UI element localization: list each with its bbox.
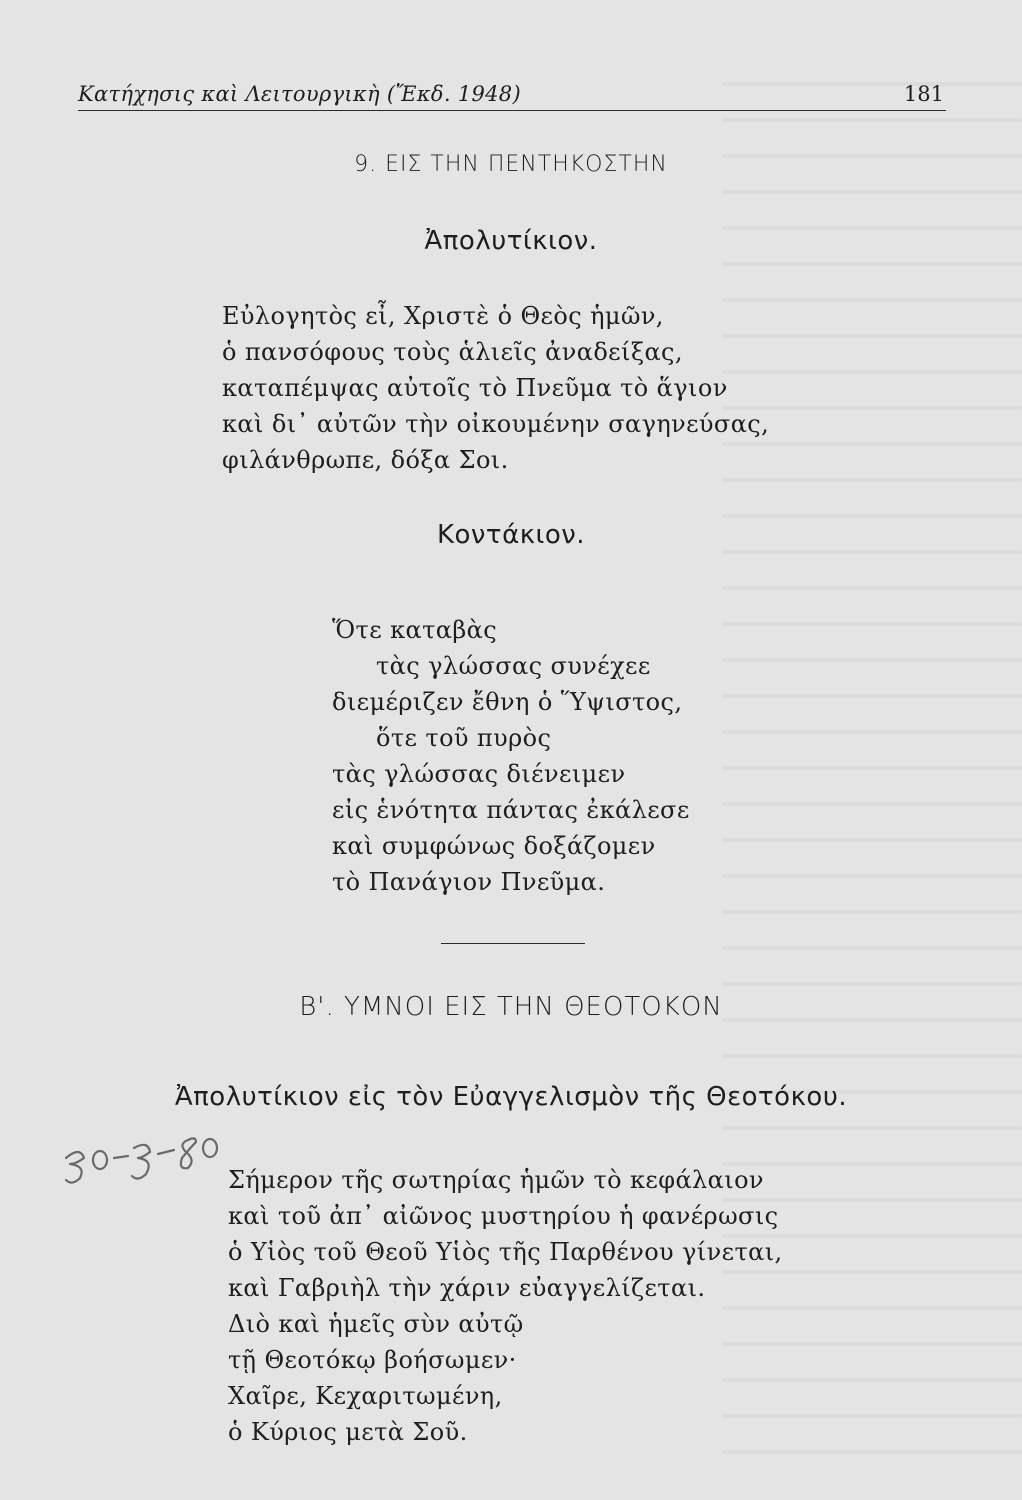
verse-line: εἰς ἑνότητα πάντας ἐκάλεσε	[332, 796, 690, 824]
annunciation-verse	[228, 1162, 783, 1450]
verse-line: Χαῖρε, Κεχαριτωμένη,	[228, 1382, 503, 1410]
section-divider	[441, 943, 585, 944]
section-b-title: Β'. ΥΜΝΟΙ ΕΙΣ ΤΗΝ ΘΕΟΤΟΚΟΝ	[299, 992, 723, 1022]
page-number: 181	[903, 82, 944, 106]
handwritten-note-30-3-80	[62, 1130, 242, 1190]
verse-line: καὶ συμφώνως δοξάζομεν	[332, 832, 656, 860]
kontakion-verse	[332, 612, 690, 900]
verse-line: Διὸ καὶ ἡμεῖς σὺν αὐτῷ	[228, 1310, 524, 1338]
verse-line: τὰς γλώσσας συνέχεε	[376, 652, 651, 680]
kontakion-heading: Κοντάκιον.	[436, 520, 586, 550]
apolytikion-heading: Ἀπολυτίκιον.	[424, 226, 598, 256]
verse-line: Ὅτε καταβὰς	[332, 616, 498, 644]
annunciation-apolytikion-heading: Ἀπολυτίκιον εἰς τὸν Εὐαγγελισμὸν τῆς Θεοτόκου.	[174, 1082, 848, 1112]
running-title: Κατήχησις καὶ Λειτουργικὴ (Ἔκδ. 1948)	[78, 82, 521, 106]
verse-line: καὶ Γαβριὴλ τὴν χάριν εὐαγγελίζεται.	[228, 1274, 706, 1302]
verse-line: ὁ Υἱὸς τοῦ Θεοῦ Υἱὸς τῆς Παρθένου γίνεται,	[228, 1238, 783, 1266]
apolytikion-verse	[222, 298, 769, 478]
page-header	[78, 78, 946, 111]
section-9-title: 9. ΕΙΣ ΤΗΝ ΠΕΝΤΗΚΟΣΤΗΝ	[354, 152, 668, 177]
verse-line: Εὐλογητὸς εἶ, Χριστὲ ὁ Θεὸς ἡμῶν,	[222, 302, 664, 330]
verse-line: καὶ δι᾿ αὐτῶν τὴν οἰκουμένην σαγηνεύσας,	[222, 410, 770, 438]
verse-line: φιλάνθρωπε, δόξα Σοι.	[222, 446, 509, 474]
verse-line: διεμέριζεν ἔθνη ὁ Ὕψιστος,	[332, 688, 683, 716]
verse-line: Σήμερον τῆς σωτηρίας ἡμῶν τὸ κεφάλαιον	[228, 1166, 764, 1194]
verse-line: τὸ Πανάγιον Πνεῦμα.	[332, 868, 606, 896]
verse-line: ὁ πανσόφους τοὺς ἁλιεῖς ἀναδείξας,	[222, 338, 683, 366]
verse-line: τὰς γλώσσας διένειμεν	[332, 760, 626, 788]
verse-line: ὅτε τοῦ πυρὸς	[376, 724, 552, 752]
verse-line: τῇ Θεοτόκῳ βοήσωμεν·	[228, 1346, 517, 1374]
verse-line: καταπέμψας αὐτοῖς τὸ Πνεῦμα τὸ ἅγιον	[222, 374, 728, 402]
verse-line: καὶ τοῦ ἀπ᾿ αἰῶνος μυστηρίου ἡ φανέρωσις	[228, 1202, 779, 1230]
verse-line: ὁ Κύριος μετὰ Σοῦ.	[228, 1418, 468, 1446]
